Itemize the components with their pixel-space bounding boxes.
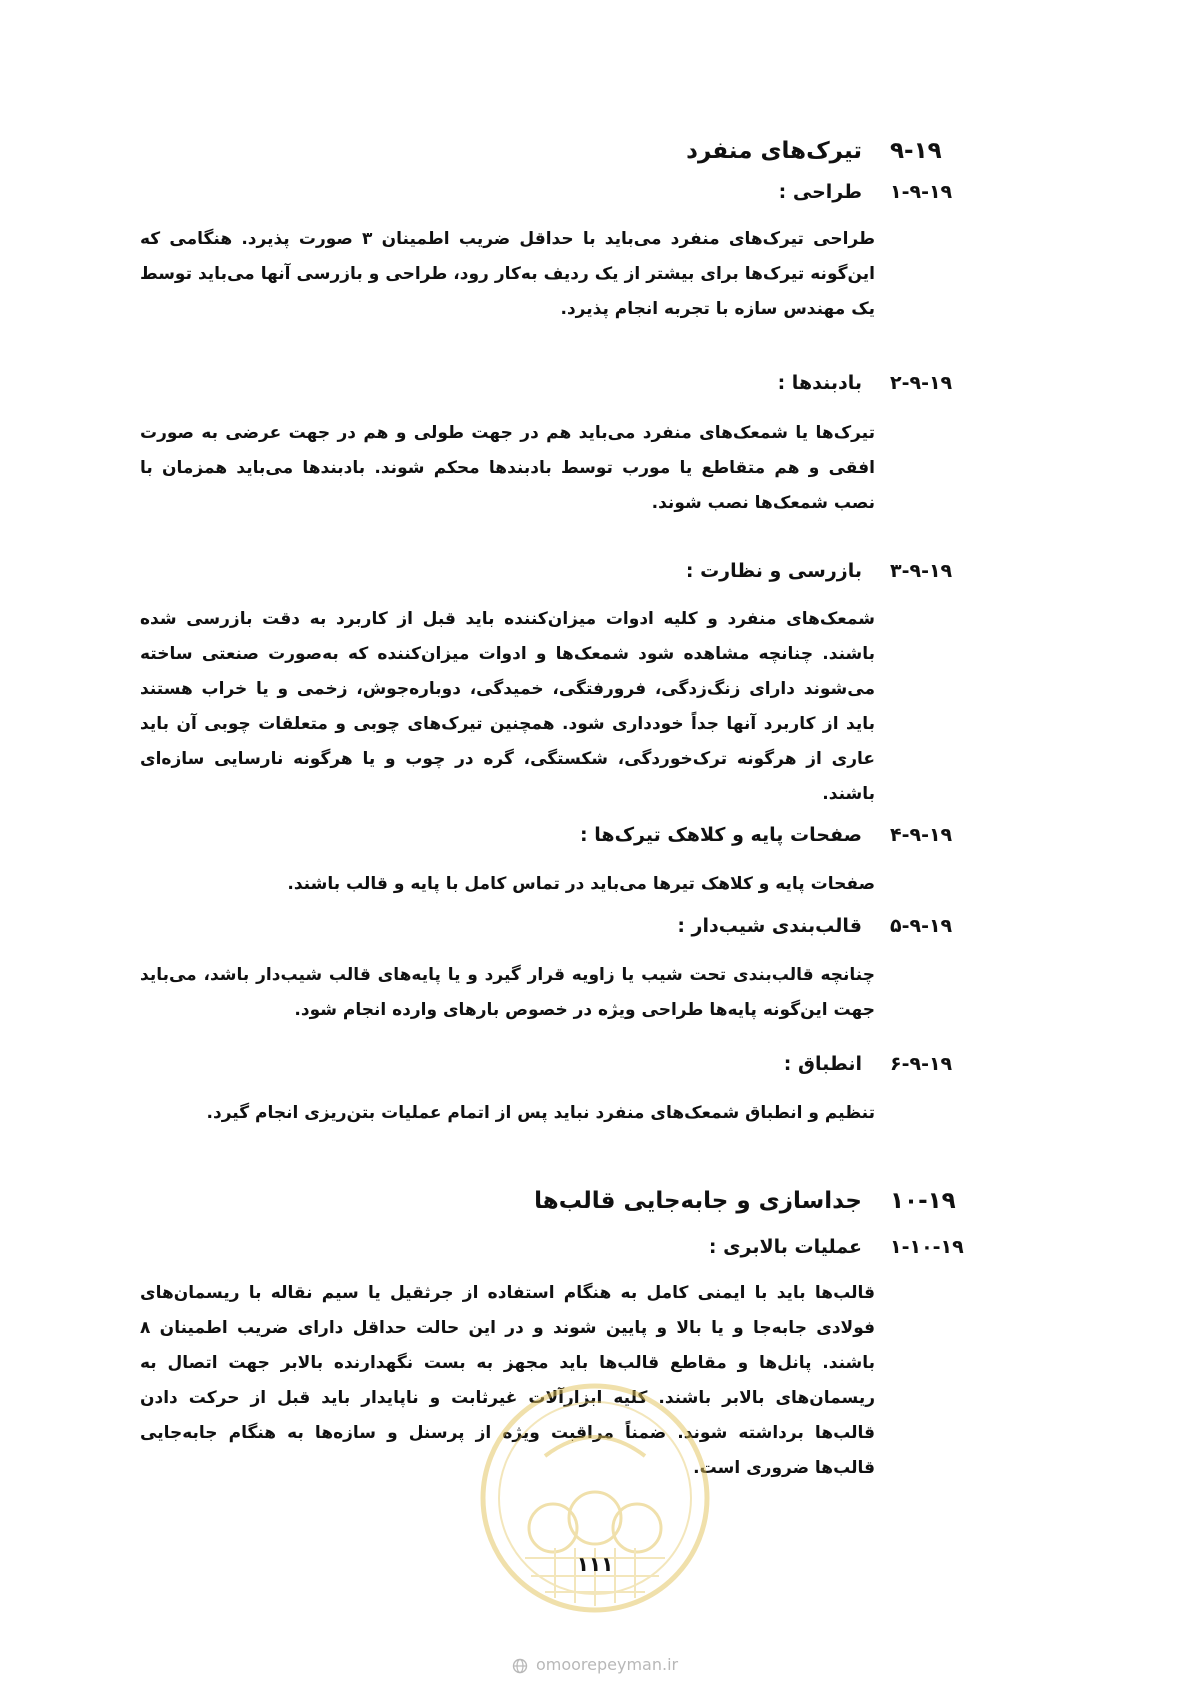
subsection-number: ۳-۹-۱۹: [890, 560, 953, 582]
paragraph-lifting: قالب‌ها باید با ایمنی کامل به هنگام استفاده از جرثقیل یا سیم نقاله با ریسمان‌های فولادی جابه‌جا و یا بالا و پایین شوند و در این حالت حداقل دارای ضریب اطمینان ۸ باشند. پانل‌ها و مقاطع قالب‌ها باید مجهز به بست نگهدارنده بالابر جهت اتصال به ریسمان‌های بالابر باشند. کلیه ابزارآلات غیرثابت و ناپایدار باید قبل از حرکت دادن قالب‌ها برداشته شوند. ضمناً مراقبت ویژه از پرسنل و سازه‌ها به هنگام جابه‌جایی قالب‌ها ضروری است.: [140, 1283, 875, 1478]
subsection-title: بادبندها :: [777, 372, 862, 394]
subsection-number: ۴-۹-۱۹: [890, 824, 953, 846]
subsection-heading: [120, 1236, 990, 1258]
subsection-number: ۵-۹-۱۹: [890, 915, 953, 937]
subsection-title: انطباق :: [783, 1053, 862, 1075]
subsection-title: بازرسی و نظارت :: [685, 560, 862, 582]
paragraph-inspection: شمعک‌های منفرد و کلیه ادوات میزان‌کننده باید قبل از کاربرد به دقت بازرسی شده باشند. چنانچه مشاهده شود شمعک‌ها و ادوات میزان‌کننده که به‌صورت صنعتی ساخته می‌شوند دارای زنگ‌زدگی، فرورفتگی، خمیدگی، دوباره‌جوش، زخمی و یا خراب هستند باید از کاربرد آنها جداً خودداری شود. همچنین تیرک‌های چوبی و متعلقات چوبی آن باید عاری از هرگونه ترک‌خوردگی، شکستگی، گره در چوب و یا هرگونه نارسایی سازه‌ای باشند.: [140, 609, 875, 804]
globe-icon: [512, 1658, 528, 1674]
paragraph-bracing: تیرک‌ها یا شمعک‌های منفرد می‌باید هم در جهت طولی و هم در جهت عرضی به صورت افقی و هم متقاطع یا مورب توسط بادبندها محکم شوند. بادبندها می‌باید همزمان با نصب شمعک‌ها نصب شوند.: [140, 423, 875, 513]
subsection-heading: [120, 1053, 990, 1075]
paragraph-alignment: تنظیم و انطباق شمعک‌های منفرد نباید پس از اتمام عملیات بتن‌ریزی انجام گیرد.: [206, 1103, 875, 1123]
subsection-heading: [120, 560, 990, 582]
page-number: ۱۱۱: [576, 1552, 614, 1576]
subsection-title: عملیات بالابری :: [708, 1236, 862, 1258]
section-number: ۱۰-۱۹: [890, 1188, 956, 1214]
paragraph-base-plates: صفحات پایه و کلاهک تیرها می‌باید در تماس کامل با پایه و قالب باشند.: [287, 874, 875, 894]
subsection-number: ۱-۹-۱۹: [890, 181, 953, 203]
subsection-number: ۲-۹-۱۹: [890, 372, 953, 394]
section-heading: [120, 1188, 990, 1214]
section-title: تیرک‌های منفرد: [686, 138, 862, 164]
paragraph-design: طراحی تیرک‌های منفرد می‌باید با حداقل ضریب اطمینان ۳ صورت پذیرد. هنگامی که این‌گونه تیرک‌ها برای بیشتر از یک ردیف به‌کار رود، طراحی و بازرسی آنها می‌باید توسط یک مهندس سازه با تجربه انجام پذیرد.: [140, 229, 876, 319]
paragraph-sloped-formwork: چنانچه قالب‌بندی تحت شیب یا زاویه قرار گیرد و یا پایه‌های قالب شیب‌دار باشد، می‌باید جهت این‌گونه پایه‌ها طراحی ویژه در خصوص بارهای وارده انجام شود.: [140, 965, 875, 1020]
subsection-heading: [120, 181, 990, 203]
section-heading: [120, 138, 990, 164]
subsection-number: ۱-۱۰-۱۹: [890, 1236, 964, 1258]
subsection-heading: [120, 915, 990, 937]
subsection-title: قالب‌بندی شیب‌دار :: [677, 915, 862, 937]
subsection-title: طراحی :: [778, 181, 862, 203]
subsection-title: صفحات پایه و کلاهک تیرک‌ها :: [580, 824, 862, 846]
watermark-logo-icon: [475, 1378, 715, 1618]
subsection-heading: [120, 824, 990, 846]
section-title: جداسازی و جابه‌جایی قالب‌ها: [534, 1188, 862, 1214]
website-url[interactable]: omoorepeyman.ir: [535, 1655, 679, 1674]
section-number: ۹-۱۹: [890, 138, 942, 164]
subsection-number: ۶-۹-۱۹: [890, 1053, 953, 1075]
subsection-heading: [120, 372, 990, 394]
website-footer: [0, 1655, 1190, 1674]
